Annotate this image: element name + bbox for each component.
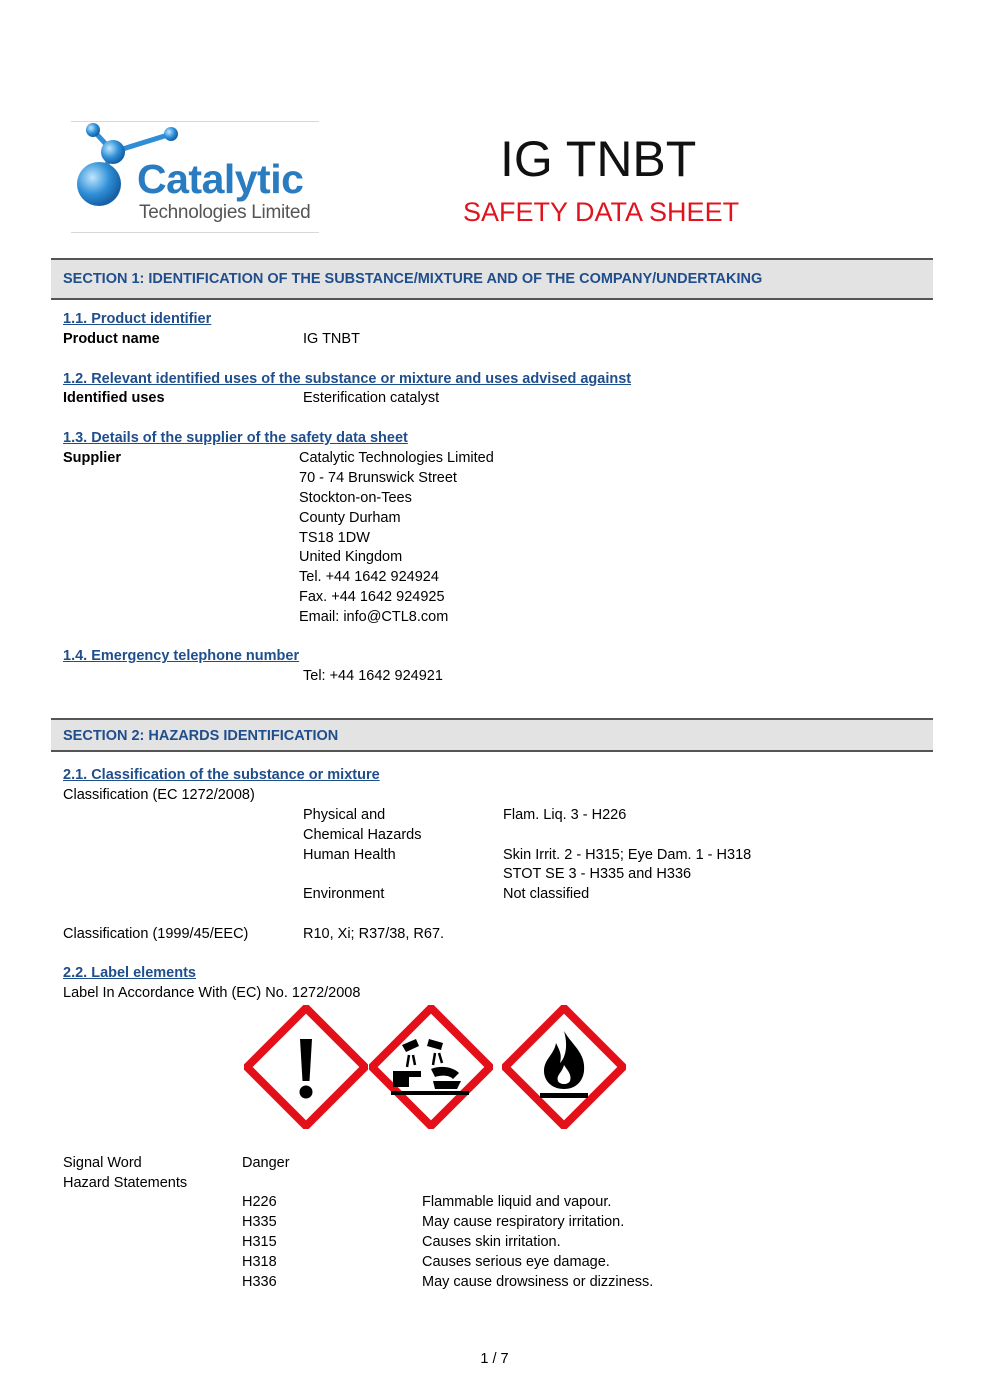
supplier-line: 70 - 74 Brunswick Street bbox=[299, 470, 457, 486]
physical-hazards-value: Flam. Liq. 3 - H226 bbox=[503, 807, 627, 823]
hazard-code: H336 bbox=[242, 1274, 277, 1290]
hazard-code: H315 bbox=[242, 1234, 277, 1250]
subsection-1-1-heading: 1.1. Product identifier bbox=[63, 311, 212, 327]
physical-hazards-label: Physical and bbox=[303, 807, 386, 823]
supplier-line: County Durham bbox=[299, 510, 401, 526]
hazard-code: H335 bbox=[242, 1214, 277, 1230]
supplier-line: Tel. +44 1642 924924 bbox=[299, 569, 439, 585]
hazard-text: Causes serious eye damage. bbox=[422, 1254, 610, 1270]
section-2-title: SECTION 2: HAZARDS IDENTIFICATION bbox=[63, 728, 339, 744]
corrosion-icon bbox=[369, 1005, 493, 1129]
human-health-value: Skin Irrit. 2 - H315; Eye Dam. 1 - H318 bbox=[503, 847, 752, 863]
supplier-email: Email: info@CTL8.com bbox=[299, 609, 449, 625]
identified-uses-label: Identified uses bbox=[63, 390, 165, 406]
subsection-1-2-heading: 1.2. Relevant identified uses of the substance or mixture and uses advised against bbox=[63, 371, 632, 387]
hazard-text: May cause drowsiness or dizziness. bbox=[422, 1274, 654, 1290]
page-number: 1 / 7 bbox=[480, 1351, 509, 1367]
supplier-line: Stockton-on-Tees bbox=[299, 490, 412, 506]
subsection-1-3-heading: 1.3. Details of the supplier of the safety data sheet bbox=[63, 430, 408, 446]
signal-word-value: Danger bbox=[242, 1155, 290, 1171]
classification-ec-label: Classification (EC 1272/2008) bbox=[63, 787, 255, 803]
environment-value: Not classified bbox=[503, 886, 590, 902]
signal-word-label: Signal Word bbox=[63, 1155, 142, 1171]
company-logo bbox=[71, 121, 319, 233]
hazard-statements-label: Hazard Statements bbox=[63, 1175, 188, 1191]
classification-eec-value: R10, Xi; R37/38, R67. bbox=[303, 926, 445, 942]
hazard-text: Causes skin irritation. bbox=[422, 1234, 561, 1250]
product-name-value: IG TNBT bbox=[303, 331, 360, 347]
supplier-line: TS18 1DW bbox=[299, 530, 370, 546]
identified-uses-value: Esterification catalyst bbox=[303, 390, 440, 406]
classification-eec-label: Classification (1999/45/EEC) bbox=[63, 926, 249, 942]
subsection-2-1-heading: 2.1. Classification of the substance or mixture bbox=[63, 767, 380, 783]
logo-tagline: Technologies Limited bbox=[139, 202, 311, 223]
hazard-code: H318 bbox=[242, 1254, 277, 1270]
exclamation-icon bbox=[244, 1005, 368, 1129]
human-health-label: Human Health bbox=[303, 847, 396, 863]
physical-hazards-label-cont: Chemical Hazards bbox=[303, 827, 422, 843]
hazard-text: Flammable liquid and vapour. bbox=[422, 1194, 612, 1210]
emergency-phone-value: Tel: +44 1642 924921 bbox=[303, 668, 443, 684]
section-1-header bbox=[51, 258, 933, 300]
environment-label: Environment bbox=[303, 886, 385, 902]
supplier-label: Supplier bbox=[63, 450, 122, 466]
flame-icon bbox=[502, 1005, 626, 1129]
subsection-1-4-heading: 1.4. Emergency telephone number bbox=[63, 648, 300, 664]
logo-wordmark: Catalytic bbox=[137, 156, 304, 202]
supplier-line: United Kingdom bbox=[299, 549, 403, 565]
human-health-value-cont: STOT SE 3 - H335 and H336 bbox=[503, 866, 692, 882]
supplier-line: Catalytic Technologies Limited bbox=[299, 450, 494, 466]
supplier-line: Fax. +44 1642 924925 bbox=[299, 589, 445, 605]
hazard-text: May cause respiratory irritation. bbox=[422, 1214, 625, 1230]
section-2-header bbox=[51, 718, 933, 752]
product-name-label: Product name bbox=[63, 331, 160, 347]
subsection-2-2-heading: 2.2. Label elements bbox=[63, 965, 196, 981]
label-regulation-text: Label In Accordance With (EC) No. 1272/2008 bbox=[63, 985, 361, 1001]
product-title: IG TNBT bbox=[500, 131, 697, 187]
hazard-code: H226 bbox=[242, 1194, 277, 1210]
document-subtitle: SAFETY DATA SHEET bbox=[463, 197, 740, 227]
section-1-title: SECTION 1: IDENTIFICATION OF THE SUBSTANCE/MIXTURE AND OF THE COMPANY/UNDERTAKING bbox=[63, 271, 763, 287]
